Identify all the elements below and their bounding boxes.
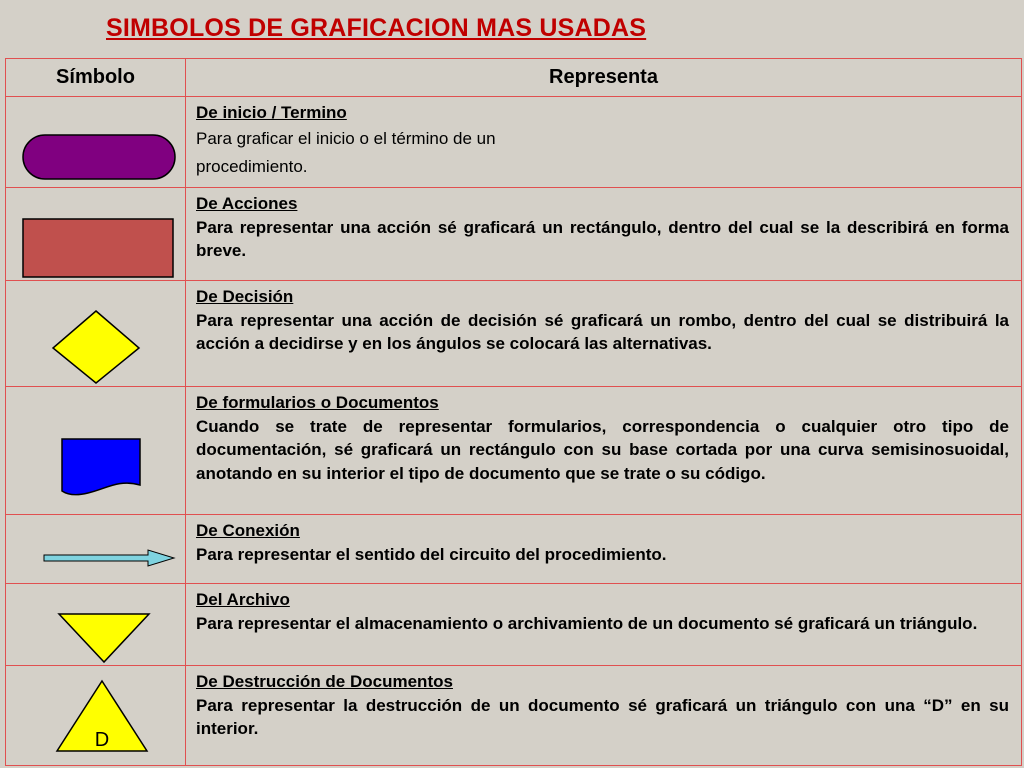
symbol-cell — [6, 515, 186, 584]
process-rectangle-icon — [6, 188, 186, 281]
table-row — [6, 584, 1022, 666]
table-header-row — [6, 59, 1022, 97]
row-heading: De inicio / Termino — [196, 103, 347, 122]
description-cell — [186, 515, 1022, 584]
table-row — [6, 97, 1022, 188]
row-body: Para representar el almacenamiento o archivamiento de un documento sé graficará un triángulo. — [196, 613, 978, 633]
description-cell — [186, 387, 1022, 515]
row-heading: Del Archivo — [196, 590, 290, 609]
table-row — [6, 666, 1022, 766]
row-body: Para graficar el inicio o el término de un procedimiento. — [196, 128, 496, 176]
destruction-triangle-icon — [6, 666, 186, 766]
symbol-cell — [6, 387, 186, 515]
symbol-cell — [6, 584, 186, 666]
description-cell — [186, 666, 1022, 766]
description-cell — [186, 97, 1022, 188]
header-represents: Representa — [186, 59, 1022, 97]
file-triangle-icon — [6, 584, 186, 666]
symbol-cell — [6, 666, 186, 766]
description-cell — [186, 584, 1022, 666]
terminator-icon — [6, 97, 186, 188]
row-body: Para representar el sentido del circuito del procedimiento. — [196, 544, 667, 564]
decision-diamond-icon — [6, 281, 186, 387]
symbol-cell — [6, 97, 186, 188]
symbol-cell — [6, 281, 186, 387]
connector-arrow-icon — [6, 515, 186, 584]
table-row — [6, 188, 1022, 281]
table-row — [6, 515, 1022, 584]
description-cell — [186, 188, 1022, 281]
table-row — [6, 387, 1022, 515]
row-body: Para representar una acción sé graficará un rectángulo, dentro del cual se la describirá en forma breve. — [196, 217, 1009, 260]
row-heading: De Decisión — [196, 287, 294, 306]
symbols-table — [5, 58, 1022, 766]
header-symbol: Símbolo — [6, 59, 186, 97]
destruction-symbol-label: D — [94, 729, 110, 751]
row-heading: De Destrucción de Documentos — [196, 672, 453, 691]
page-title: SIMBOLOS DE GRAFICACION MAS USADAS — [106, 14, 647, 42]
document-icon — [6, 387, 186, 515]
row-heading: De Conexión — [196, 521, 300, 540]
table-row — [6, 281, 1022, 387]
row-body: Para representar una acción de decisión sé graficará un rombo, dentro del cual se distribuirá la acción a decidirse y en los ángulos se colocará las alternativas. — [196, 310, 1009, 353]
symbol-cell — [6, 188, 186, 281]
row-heading: De Acciones — [196, 194, 298, 213]
row-body: Cuando se trate de representar formularios, correspondencia o cualquier otro tipo de documentación, sé graficará un rectángulo con su base cortada por una curva semisinosuoidal, anotando en su interior el tipo de documento que se trate o su código. — [196, 416, 1009, 483]
row-body: Para representar la destrucción de un documento sé graficará un triángulo con una “D” en su interior. — [196, 695, 1009, 738]
description-cell — [186, 281, 1022, 387]
row-heading: De formularios o Documentos — [196, 393, 439, 412]
